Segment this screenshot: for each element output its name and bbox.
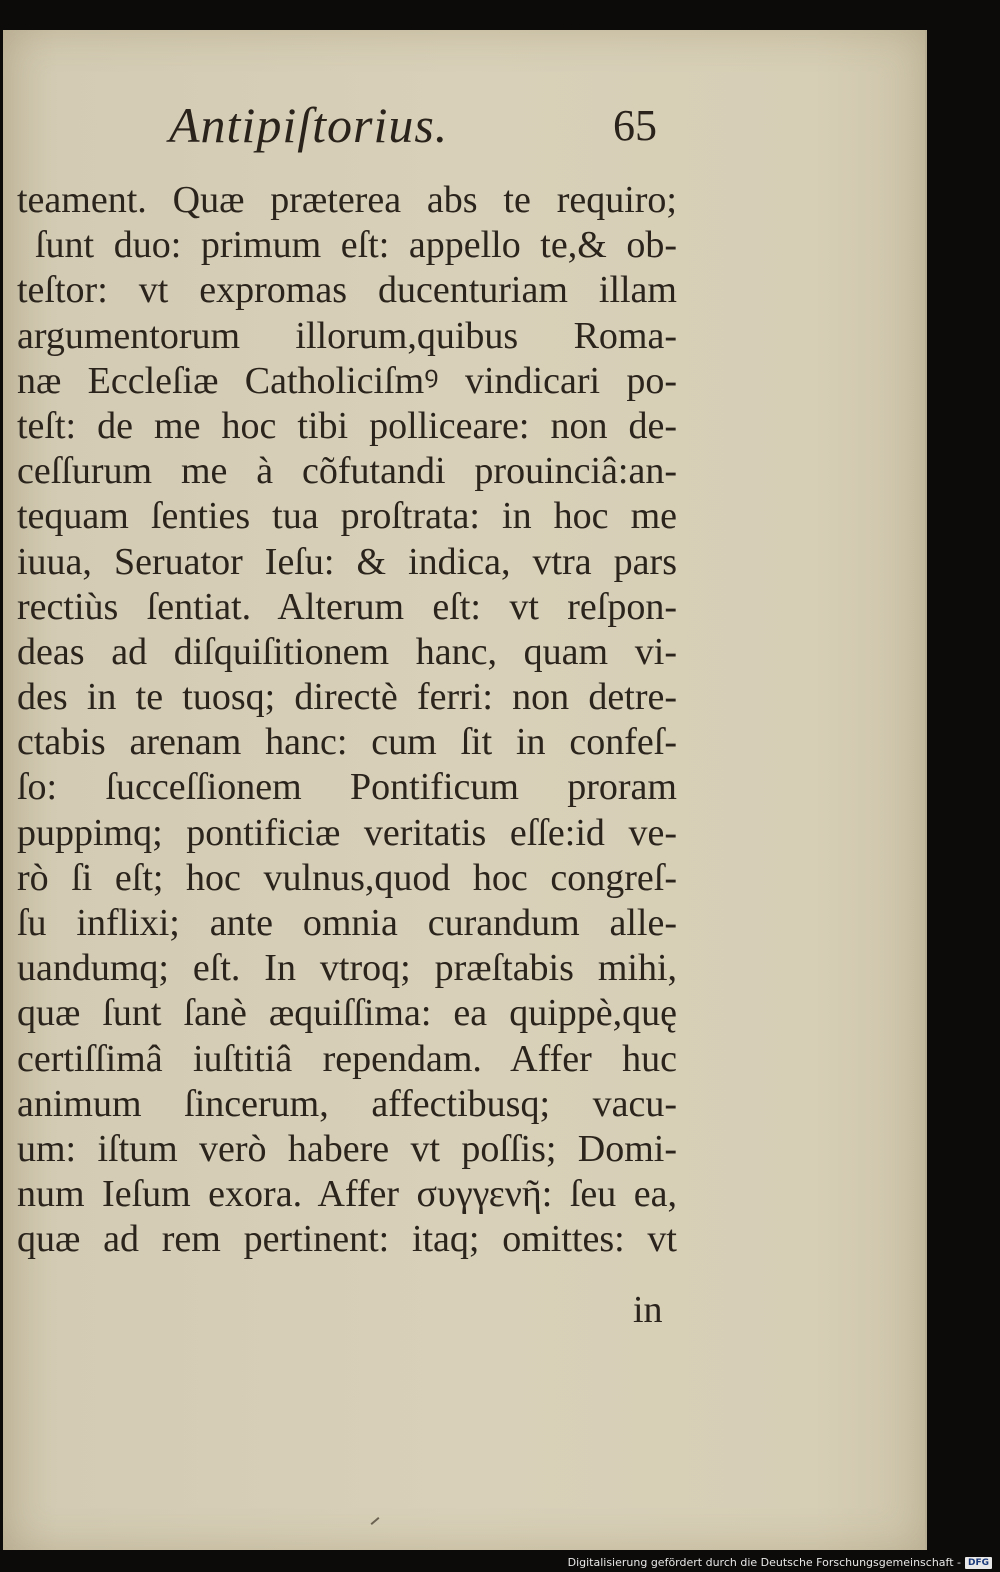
body-text [17, 178, 677, 1263]
text-line: ſunt duo: primum eſt: appello te,& ob- [35, 224, 677, 267]
digitization-credit [568, 1556, 992, 1569]
text-line: deas ad diſquiſitionem hanc, quam vi- [17, 630, 677, 673]
text-line: teament. Quæ præterea abs te requiro; [17, 179, 677, 221]
text-line: quæ ad rem pertinent: itaq; omittes: vt [17, 1218, 677, 1261]
page-number: 65 [613, 101, 657, 150]
running-title: Antipiſtorius. [169, 97, 449, 153]
book-page [3, 30, 927, 1550]
text-line: animum ſincerum, affectibusq; vacu- [17, 1082, 677, 1125]
text-line: um: iſtum verò habere vt poſſis; Domi- [17, 1127, 677, 1170]
text-line: rò ſi eſt; hoc vulnus,quod hoc congreſ- [17, 856, 677, 899]
catchword: in [633, 1289, 663, 1331]
text-line: ctabis arenam hanc: cum ſit in confeſ- [17, 721, 677, 764]
text-line: quæ ſunt ſanè æquiſſima: ea quippè,quę [17, 992, 677, 1035]
text-line: num Ieſum exora. Affer συγγενῆ: ſeu ea, [17, 1173, 677, 1216]
page-content [3, 30, 925, 1550]
text-line: des in te tuosq; directè ferri: non detre- [17, 676, 677, 719]
text-line: iuua, Seruator Ieſu: & indica, vtra pars [17, 540, 677, 583]
text-line: næ Eccleſiæ Catholiciſmꝰ vindicari po- [17, 359, 677, 402]
text-line: certiſſimâ iuſtitiâ rependam. Affer huc [17, 1037, 677, 1080]
text-line: ceſſurum me à cõfutandi prouinciâ:an- [17, 450, 677, 493]
text-line: ſu inflixi; ante omnia curandum alle- [17, 902, 677, 944]
text-line: uandumq; eſt. In vtroq; præſtabis mihi, [17, 947, 677, 990]
dfg-logo: DFG [965, 1557, 992, 1569]
text-line: ſo: ſucceſſionem Pontificum proram [17, 766, 677, 809]
text-line: argumentorum illorum,quibus Roma- [17, 314, 677, 357]
text-line: rectiùs ſentiat. Alterum eſt: vt reſpon- [17, 585, 677, 628]
paper-blemish [371, 1517, 380, 1525]
text-line: teſt: de me hoc tibi polliceare: non de- [17, 404, 677, 447]
text-line: puppimq; pontificiæ veritatis eſſe:id ve- [17, 811, 677, 854]
text-line: teſtor: vt expromas ducenturiam illam [17, 269, 677, 312]
credit-text: Digitalisierung gefördert durch die Deutsche Forschungsgemeinschaft - [567, 1556, 961, 1569]
text-line: tequam ſenties tua proſtrata: in hoc me [17, 495, 677, 538]
